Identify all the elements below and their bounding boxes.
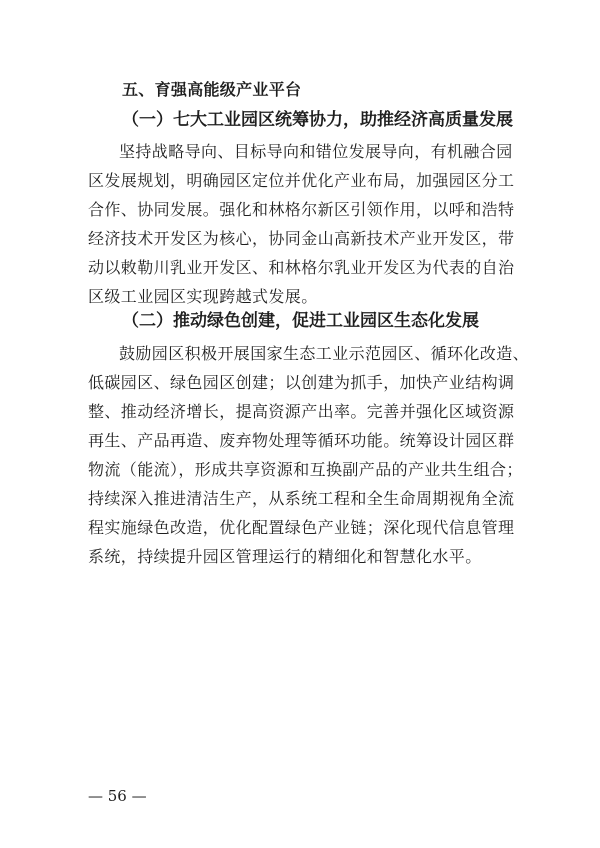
paragraph-line: 物流（能流），形成共享资源和互换副产品的产业共生组合； — [88, 460, 523, 479]
paragraph-line: 动以敕勒川乳业开发区、和林格尔乳业开发区为代表的自治 — [88, 258, 515, 277]
paragraph-line: 区级工业园区实现跨越式发展。 — [88, 287, 318, 306]
paragraph-line: 鼓励园区积极开展国家生态工业示范园区、循环化改造、 — [119, 344, 530, 363]
section-heading: 五、育强高能级产业平台 — [122, 80, 302, 99]
paragraph-2 — [88, 339, 528, 571]
paragraph-line: 程实施绿色改造，优化配置绿色产业链；深化现代信息管理 — [88, 518, 515, 537]
paragraph-line: 持续深入推进清洁生产，从系统工程和全生命周期视角全流 — [88, 489, 515, 508]
subsection-heading-1: （一）七大工业园区统筹协力，助推经济高质量发展 — [122, 110, 513, 130]
paragraph-line: 合作、协同发展。强化和林格尔新区引领作用，以呼和浩特 — [88, 200, 515, 219]
paragraph-line: 经济技术开发区为核心，协同金山高新技术产业开发区，带 — [88, 229, 515, 248]
paragraph-line: 整、推动经济增长，提高资源产出率。完善并强化区域资源 — [88, 402, 515, 421]
paragraph-line: 区发展规划，明确园区定位并优化产业布局，加强园区分工 — [88, 171, 515, 190]
page-number: — 56 — — [88, 787, 147, 805]
paragraph-line: 再生、产品再造、废弃物处理等循环功能。统筹设计园区群 — [88, 431, 515, 450]
paragraph-1 — [88, 137, 528, 311]
paragraph-line: 坚持战略导向、目标导向和错位发展导向，有机融合园 — [119, 142, 513, 161]
paragraph-line: 低碳园区、绿色园区创建；以创建为抓手，加快产业结构调 — [88, 373, 515, 392]
subsection-heading-2: （二）推动绿色创建，促进工业园区生态化发展 — [122, 311, 479, 331]
paragraph-line: 系统，持续提升园区管理运行的精细化和智慧化水平。 — [88, 547, 482, 566]
